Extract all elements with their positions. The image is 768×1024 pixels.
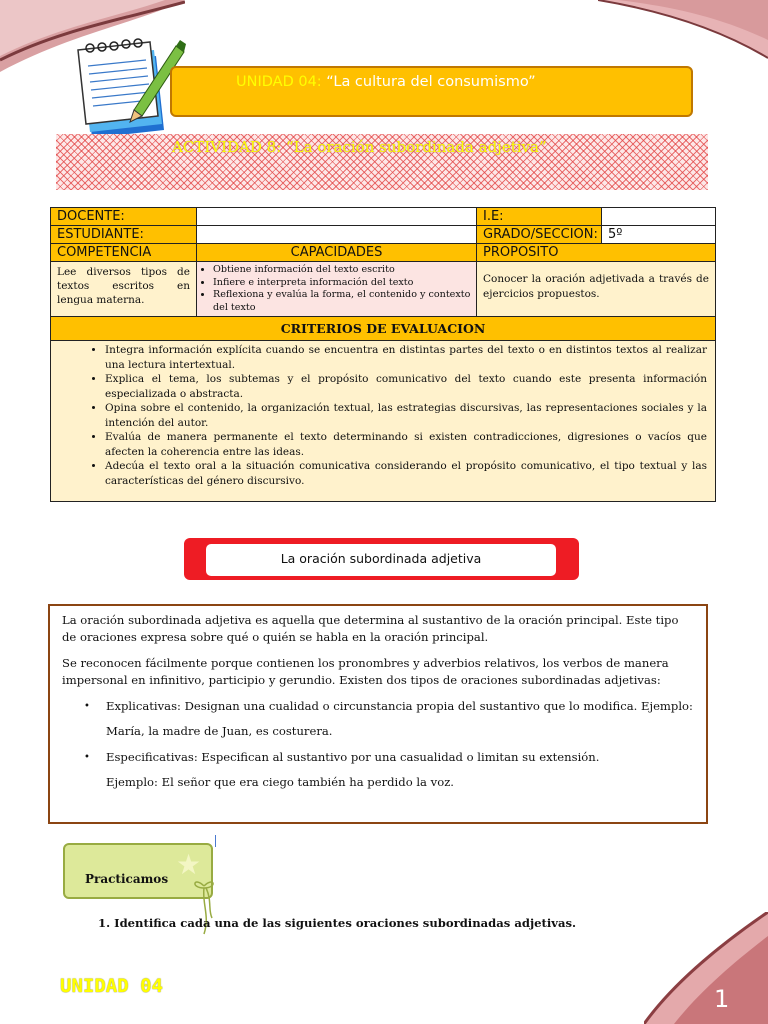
info-table [50, 207, 716, 502]
activity-title: ACTIVIDAD 8: “La oración subordinada adjetiva” [172, 138, 547, 156]
criterio-item: • Explica el tema, los subtemas y el propósito comunicativo del texto cuando este presenta información especializada o abstracta. [105, 372, 707, 401]
proposito-label: PROPOSITO [477, 244, 716, 262]
estudiante-label: ESTUDIANTE: [51, 226, 197, 244]
docente-field[interactable] [197, 208, 477, 226]
docente-label: DOCENTE: [51, 208, 197, 226]
example-2: Ejemplo: El señor que era ciego también ha perdido la voz. [106, 775, 454, 789]
theory-box [48, 604, 708, 824]
footer-unit: UNIDAD 04 [60, 975, 163, 997]
unit-label: UNIDAD 04: [236, 74, 322, 90]
star-icon: ★ [176, 848, 202, 881]
criterio-item: • Integra información explícita cuando se encuentra en distintas partes del texto o en distintos textos al realizar una lectura intertextual. [105, 343, 707, 372]
example-1: María, la madre de Juan, es costurera. [106, 724, 333, 738]
criterio-item: • Evalúa de manera permanente el texto determinando si existen contradicciones, digresiones o vacíos que afecten la coherencia entre las ideas. [105, 430, 707, 459]
grado-label: GRADO/SECCION: [477, 226, 602, 244]
criterios-heading: CRITERIOS DE EVALUACION [51, 317, 716, 341]
type-explicativas [84, 698, 694, 715]
competencia-label: COMPETENCIA [51, 244, 197, 262]
capacidad-item: • Reflexiona y evalúa la forma, el contenido y contexto del texto [213, 289, 472, 314]
page-number: 1 [714, 985, 730, 1013]
estudiante-field[interactable] [197, 226, 477, 244]
ie-label: I.E: [477, 208, 602, 226]
especificativas-text: Especificativas: Especifican al sustantivo por una casualidad o limitan su extensión. [106, 750, 600, 764]
explicativas-text: Explicativas: Designan una cualidad o circunstancia propia del sustantivo que lo modifica. Ejemplo: [106, 699, 693, 713]
bullet-icon: • [84, 701, 90, 712]
topic-frame [184, 538, 579, 580]
grado-value[interactable]: 5º [602, 226, 716, 244]
bullet-icon: • [84, 752, 90, 763]
theory-paragraph-1: La oración subordinada adjetiva es aquella que determina al sustantivo de la oración principal. Este tipo de oraciones expresa sobre qué o quién se habla en la oración principal. [62, 613, 679, 644]
topic-title: La oración subordinada adjetiva [206, 544, 556, 576]
cursor-mark [215, 835, 216, 847]
criterios-list [51, 341, 716, 502]
theory-paragraph-2: Se reconocen fácilmente porque contienen los pronombres y adverbios relativos, los verbos de manera impersonal en infinitivo, participio y gerundio. Existen dos tipos de oraciones subordinadas adjetivas: [62, 656, 669, 687]
capacidad-item: • Infiere e interpreta información del texto [213, 277, 472, 290]
unit-title: “La cultura del consumismo” [326, 74, 536, 90]
criterio-item: • Adecúa el texto oral a la situación comunicativa considerando el propósito comunicativo, el tipo textual y las características del género discursivo. [105, 459, 707, 488]
proposito-text: Conocer la oración adjetivada a través de ejercicios propuestos. [477, 262, 716, 317]
practice-label: Practicamos [85, 872, 169, 886]
capacidad-item: • Obtiene información del texto escrito [213, 264, 472, 277]
ie-field[interactable] [602, 208, 716, 226]
unit-title-banner [170, 66, 693, 117]
criterio-item: • Opina sobre el contenido, la organización textual, las estrategias discursivas, las representaciones sociales y la intención del autor. [105, 401, 707, 430]
competencia-text: Lee diversos tipos de textos escritos en lengua materna. [51, 262, 197, 317]
exercise-1: 1. Identifica cada una de las siguientes oraciones subordinadas adjetivas. [98, 916, 577, 930]
corner-bottom-right [644, 912, 768, 1024]
corner-top-right [598, 0, 768, 62]
capacidades-label: CAPACIDADES [197, 244, 477, 262]
capacidades-list [197, 262, 477, 317]
type-especificativas [84, 749, 694, 766]
